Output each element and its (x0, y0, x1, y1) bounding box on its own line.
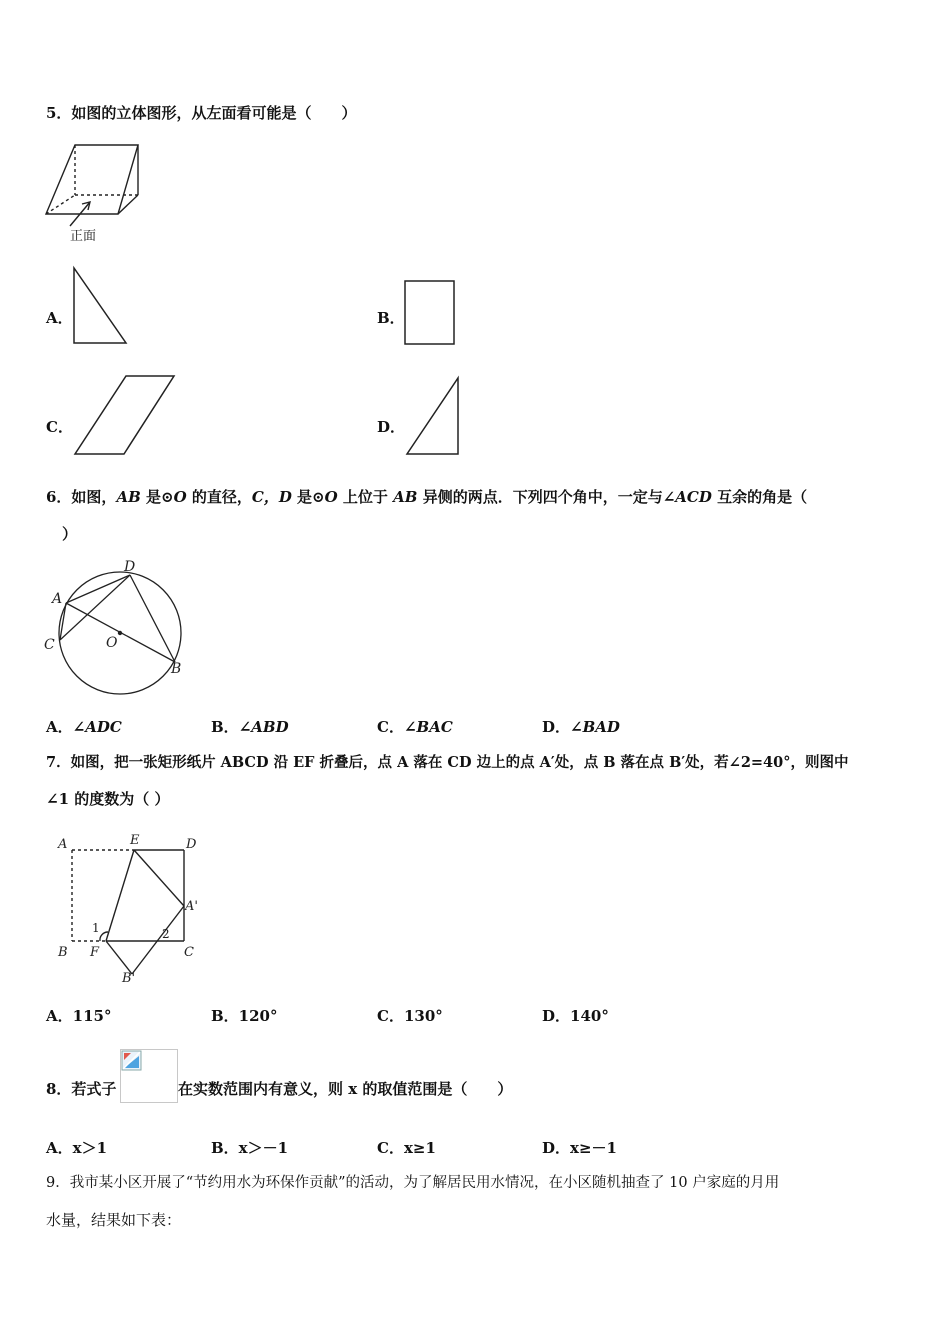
label-c: C (184, 945, 194, 960)
label-d: D (124, 559, 136, 575)
q7-stem-line2: ∠1 的度数为（ ） (46, 790, 170, 808)
front-label: 正面 (70, 229, 97, 244)
q5-option-b-figure (402, 279, 458, 347)
q8-option-a[interactable]: A．x＞1 (46, 1139, 108, 1157)
q9-stem-line2: 水量，结果如下表： (46, 1211, 182, 1229)
label-d: D (186, 837, 197, 852)
q5-solid-figure (40, 140, 150, 248)
q8-option-c[interactable]: C．x≥1 (377, 1139, 436, 1157)
label-a: A (52, 591, 63, 607)
label-b: B (58, 945, 68, 960)
q5-option-c[interactable]: C． (46, 418, 73, 436)
label-c: C (44, 637, 55, 653)
label-f: F (90, 945, 100, 960)
label-a: A (58, 837, 68, 852)
q6-option-a[interactable]: A．∠ADC (46, 718, 122, 736)
q9-stem-line1: 9．我市某小区开展了“节约用水为环保作贡献”的活动，为了解居民用水情况，在小区随机抽查了 10 户家庭的月用 (46, 1175, 780, 1191)
label-angle-2: 2 (162, 927, 170, 941)
label-e: E (130, 833, 140, 848)
label-o: O (106, 635, 118, 651)
q7-fold-figure (50, 826, 210, 984)
broken-image-icon (121, 1050, 143, 1072)
q5-option-b[interactable]: B． (377, 309, 405, 327)
q6-circle-figure (40, 555, 190, 700)
q6-option-d[interactable]: D．∠BAD (542, 718, 620, 736)
q5-option-a-figure (70, 265, 130, 347)
q6-stem-close: ） (62, 525, 78, 543)
label-angle-1: 1 (92, 921, 100, 935)
broken-image-placeholder (120, 1049, 178, 1103)
label-b: B (171, 661, 182, 677)
q5-option-d[interactable]: D． (377, 418, 406, 436)
q7-option-d[interactable]: D．140° (542, 1007, 609, 1025)
q7-option-b[interactable]: B．120° (211, 1007, 278, 1025)
q6-option-b[interactable]: B．∠ABD (211, 718, 289, 736)
q5-stem: 5．如图的立体图形，从左面看可能是（ ） (46, 104, 357, 122)
q6-stem: 6．如图，AB 是⊙O 的直径，C，D 是⊙O 上位于 AB 异侧的两点．下列四个角中，一定与∠ACD 互余的角是（ (46, 488, 808, 506)
q5-option-a[interactable]: A． (46, 309, 73, 327)
q7-option-a[interactable]: A．115° (46, 1007, 112, 1025)
q5-option-d-figure (402, 374, 464, 458)
q8-stem-a: 8．若式子 (46, 1080, 117, 1098)
q8-option-b[interactable]: B．x＞－1 (211, 1139, 289, 1157)
q7-stem-line1: 7．如图，把一张矩形纸片 ABCD 沿 EF 折叠后，点 A 落在 CD 边上的点 A′处，点 B 落在点 B′处，若∠2=40°，则图中 (46, 754, 849, 771)
q5-option-c-figure (70, 372, 180, 458)
q7-option-c[interactable]: C．130° (377, 1007, 443, 1025)
label-b-prime: B' (122, 971, 136, 984)
q8-stem-b: 在实数范围内有意义，则 x 的取值范围是（ ） (178, 1080, 513, 1098)
q6-option-c[interactable]: C．∠BAC (377, 718, 453, 736)
label-a-prime: A' (185, 899, 198, 914)
q8-option-d[interactable]: D．x≥－1 (542, 1139, 617, 1157)
